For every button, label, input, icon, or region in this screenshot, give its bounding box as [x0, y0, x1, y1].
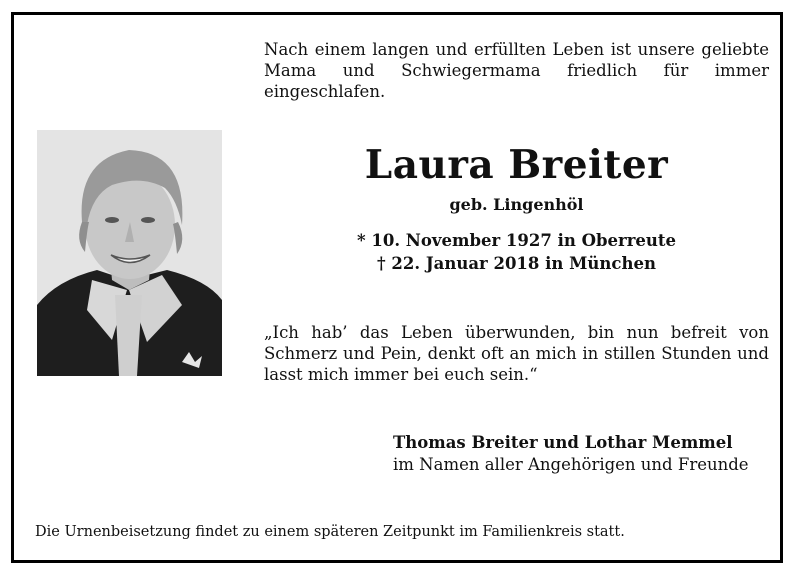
death-date: † 22. Januar 2018 in München	[377, 254, 656, 273]
signers-note: im Namen aller Angehörigen und Freunde	[393, 455, 749, 474]
obituary-notice	[11, 12, 783, 563]
intro-text: Nach einem langen und erfüllten Leben ist unsere geliebte Mama und Schwiegermama friedlich für immer eingeschlafen.	[264, 40, 769, 101]
signers: Thomas Breiter und Lothar Memmel	[393, 433, 733, 452]
burial-note: Die Urnenbeisetzung findet zu einem späteren Zeitpunkt im Familienkreis statt.	[35, 524, 625, 540]
deceased-name: Laura Breiter	[364, 142, 669, 188]
maiden-name: geb. Lingenhöl	[449, 195, 584, 214]
portrait-photo	[37, 130, 222, 376]
birth-date: * 10. November 1927 in Oberreute	[356, 231, 676, 250]
memorial-quote: „Ich hab’ das Leben überwunden, bin nun befreit von Schmerz und Pein, denkt oft an mich in stillen Stunden und lasst mich immer bei euch sein.“	[264, 323, 769, 384]
